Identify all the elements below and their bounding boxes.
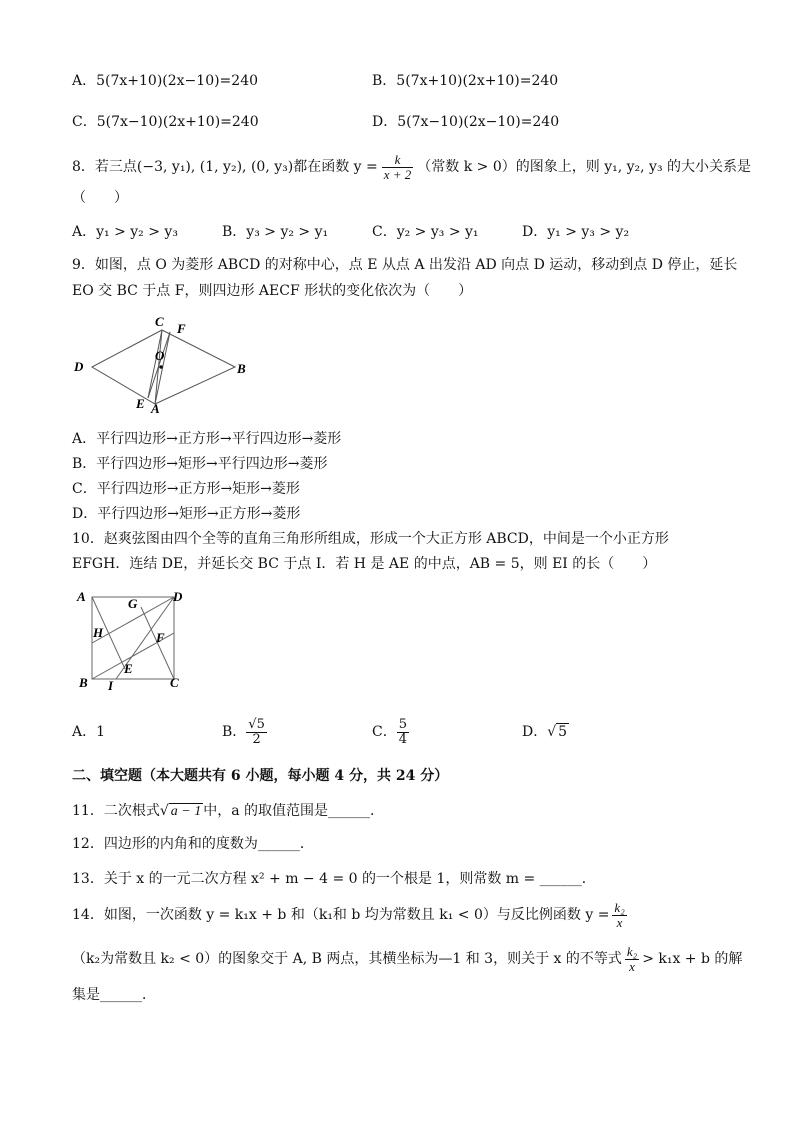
q14-line2-num: k₂ — [626, 943, 638, 959]
q10-option-c-den: 4 — [398, 731, 407, 747]
q8-option-a: A．y₁ > y₂ > y₃ — [72, 224, 178, 240]
label-f: F — [156, 630, 165, 645]
center-point-o — [159, 365, 163, 369]
label-i: I — [108, 678, 114, 693]
q10-option-b-num: √5 — [248, 716, 265, 732]
q7-option-b: B．5(7x+10)(2x+10)=240 — [372, 73, 559, 89]
q12: 12．四边形的内角和的度数为______． — [72, 836, 314, 852]
label-d: D — [173, 589, 183, 604]
q14-line2 — [72, 942, 742, 976]
label-e: E — [124, 661, 133, 676]
q9-option-c: C．平行四边形→正方形→矩形→菱形 — [72, 481, 300, 497]
q8-frac-den: x + 2 — [383, 166, 412, 182]
q14-line3: 集是______． — [72, 987, 156, 1003]
q11-radicand: a − 1 — [170, 804, 202, 819]
q8-frac-num: k — [382, 153, 414, 168]
q10-option-b-frac — [246, 718, 267, 747]
label-e: E — [136, 396, 145, 411]
q10-line1: 10．赵爽弦图由四个全等的直角三角形所组成，形成一个大正方形 ABCD，中间是一个小正方形 — [72, 531, 669, 547]
q8-paren: （ ） — [72, 190, 128, 206]
section-2-title: 二、填空题（本大题共有 6 小题，每小题 4 分，共 24 分） — [72, 768, 449, 784]
segment-af — [155, 332, 170, 404]
q10-option-b-den: 2 — [252, 731, 261, 747]
q7-option-c: C．5(7x−10)(2x+10)=240 — [72, 114, 259, 130]
q10-option-c-prefix: C． — [372, 724, 397, 740]
rhombus-abcd — [92, 330, 235, 404]
q13: 13．关于 x 的一元二次方程 x² + m − 4 = 0 的一个根是 1，则常数 m = ______． — [72, 871, 596, 887]
q14-line1-before: 14．如图，一次函数 y = k₁x + b 和（k₁和 b 均为常数且 k₁ < 0）与反比例函数 y = — [72, 907, 610, 923]
label-d: D — [74, 359, 84, 374]
label-h: H — [93, 625, 104, 640]
q14-line2-before: （k₂为常数且 k₂ < 0）的图象交于 A, B 两点，其横坐标为—1 和 3，则关于 x 的不等式 — [72, 951, 622, 967]
q14-line1-frac — [612, 901, 626, 930]
sqrt-sign: √ — [547, 724, 557, 740]
q10-option-a: A．1 — [72, 724, 106, 740]
label-b: B — [79, 675, 88, 690]
q8-option-d: D．y₁ > y₃ > y₂ — [522, 224, 630, 240]
q8-option-c: C．y₂ > y₃ > y₁ — [372, 224, 479, 240]
q8-fraction — [382, 153, 414, 182]
q14-line1 — [72, 898, 627, 932]
q10-option-b — [222, 710, 267, 754]
q10-option-c-frac — [397, 718, 409, 747]
q11-before: 11．二次根式 — [72, 803, 160, 819]
label-o: O — [155, 348, 165, 363]
q7-option-d: D．5(7x−10)(2x−10)=240 — [372, 114, 560, 130]
sqrt-sign: √ — [159, 803, 169, 819]
q8-stem — [72, 150, 751, 184]
q10-option-c-num: 5 — [398, 716, 407, 732]
label-a: A — [151, 401, 160, 416]
q11-after: 中，a 的取值范围是______． — [203, 803, 384, 819]
label-b: B — [237, 361, 246, 376]
q10-zhaoshuang-figure — [72, 587, 192, 693]
q11 — [72, 801, 384, 822]
q14-line2-after: > k₁x + b 的解 — [642, 951, 743, 967]
label-f: F — [177, 321, 186, 336]
q10-option-d-prefix: D． — [522, 724, 548, 740]
q14-line1-den: x — [616, 914, 623, 930]
label-g: G — [128, 596, 138, 611]
q8-stem-after: （常数 k > 0）的图象上，则 y₁, y₂, y₃ 的大小关系是 — [417, 159, 752, 175]
label-c: C — [155, 314, 164, 329]
q9-option-d: D．平行四边形→矩形→正方形→菱形 — [72, 506, 301, 522]
q8-option-b: B．y₃ > y₂ > y₁ — [222, 224, 329, 240]
q9-option-a: A．平行四边形→正方形→平行四边形→菱形 — [72, 431, 342, 447]
segment-ec — [148, 330, 162, 398]
q10-option-b-prefix: B． — [222, 724, 247, 740]
q10-line2: EFGH．连结 DE，并延长交 BC 于点 I．若 H 是 AE 的中点，AB = 5，则 EI 的长（ ） — [72, 556, 657, 572]
label-a: A — [77, 589, 86, 604]
q9-line2: EO 交 BC 于点 F，则四边形 AECF 形状的变化依次为（ ） — [72, 283, 473, 299]
label-c: C — [170, 675, 179, 690]
q14-line2-frac — [625, 945, 639, 974]
q10-option-d — [522, 722, 569, 742]
q14-line1-num: k₂ — [614, 899, 625, 915]
q7-option-a: A．5(7x+10)(2x−10)=240 — [72, 73, 259, 89]
q14-line2-den: x — [629, 958, 635, 974]
q9-line1: 9．如图，点 O 为菱形 ABCD 的对称中心，点 E 从点 A 出发沿 AD 向点 D 运动，移动到点 D 停止，延长 — [72, 257, 738, 273]
q9-rhombus-figure — [70, 312, 260, 416]
q8-stem-before: 8．若三点(−3, y₁), (1, y₂), (0, y₃)都在函数 y = — [72, 159, 378, 175]
q9-option-b: B．平行四边形→矩形→平行四边形→菱形 — [72, 456, 328, 472]
q10-option-d-radicand: 5 — [558, 724, 568, 740]
q10-option-c — [372, 710, 409, 754]
